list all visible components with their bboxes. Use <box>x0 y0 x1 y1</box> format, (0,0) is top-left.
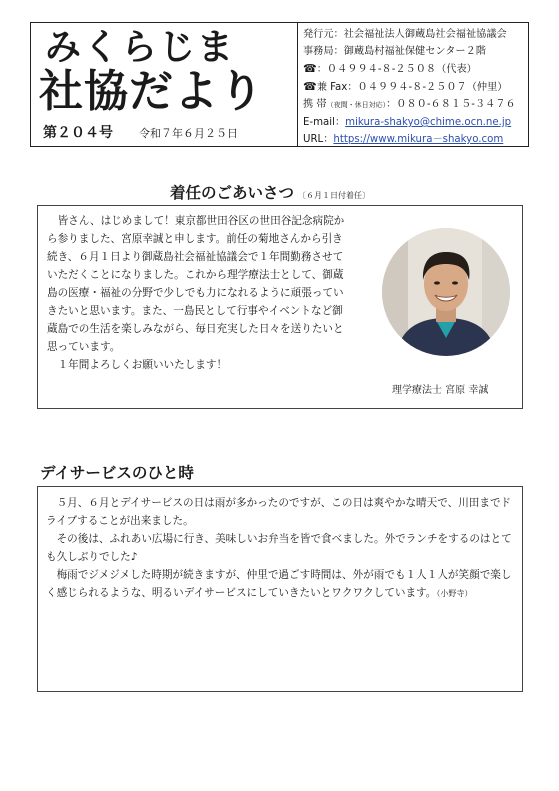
issue-number: 第２０４号 <box>43 125 113 141</box>
dayservice-author: （小野寺） <box>436 589 473 598</box>
greeting-body <box>47 212 347 374</box>
newsletter-title-line2: 社協だより <box>39 66 264 117</box>
phone-icon: ☎ <box>303 62 317 75</box>
masthead <box>30 22 529 147</box>
fax-number: ０４９９４-８-２５０７（仲里） <box>357 82 508 93</box>
greeting-title: 着任のごあいさつ <box>170 184 295 202</box>
dayservice-heading: デイサービスのひと時 <box>40 464 194 482</box>
greeting-subtitle: 〔６月１日付着任〕 <box>298 191 371 200</box>
masthead-title-block <box>31 23 297 146</box>
dayservice-paragraph: その後は、ふれあい広場に行き、美味しいお弁当を皆で食べました。外でランチをするのはとても久しぶりでした♪ <box>46 533 512 563</box>
publisher-label: 発行元： <box>303 29 344 40</box>
fax-label: 兼 Fax： <box>316 82 358 93</box>
mobile-number: ：０８０-６８１５-３４７６ <box>386 99 516 110</box>
dayservice-body <box>46 494 518 603</box>
url-label: URL： <box>303 134 334 145</box>
url-row <box>303 131 528 148</box>
staff-portrait-photo <box>382 228 510 356</box>
mobile-note: （夜間・休日対応） <box>326 101 387 109</box>
portrait-illustration <box>382 228 510 356</box>
greeting-paragraph: １年間よろしくお願いいたします！ <box>57 359 228 371</box>
publisher-row <box>303 26 528 43</box>
mobile-row <box>303 96 528 114</box>
fax-row <box>303 78 528 96</box>
tel-number: ：０４９９４-８-２５０８（代表） <box>316 64 477 75</box>
mobile-label: 携 帯 <box>303 99 327 110</box>
greeting-heading <box>170 181 370 203</box>
portrait-caption: 理学療法士 宮原 幸誠 <box>392 385 489 396</box>
greeting-paragraph: 皆さん、はじめまして！東京都世田谷区の世田谷記念病院から参りました、宮原幸誠と申します。前任の菊地さんから引き続き、６月１日より御蔵島社会福祉協議会で１年間勤務させていただくことになりました。これから理学療法士として、御蔵島の医療・福祉の分野で少しでも力になれるように頑張っていきたいと思います。また、一島民として行事やイベントなど御蔵島での生活を楽しみながら、毎日充実した日々を送りたいと思っています。 <box>47 215 345 353</box>
dayservice-paragraph-text: 梅雨でジメジメした時期が続きますが、仲里で過ごす時間は、外が雨でも１人１人が笑顔で楽しく感じられるような、明るいデイサービスにしていきたいとワクワクしています。 <box>46 569 512 599</box>
publisher-info <box>303 26 528 148</box>
issue-date: 令和７年６月２５日 <box>139 127 238 140</box>
phone-fax-icon: ☎ <box>303 80 317 93</box>
publisher-name: 社会福祉法人御蔵島社会福祉協議会 <box>343 29 507 40</box>
masthead-divider <box>297 23 298 146</box>
website-link[interactable]: https://www.mikura－shakyo.com <box>333 134 504 145</box>
email-link[interactable]: mikura-shakyo@chime.ocn.ne.jp <box>345 117 512 128</box>
office-row <box>303 43 528 60</box>
email-label: E-mail： <box>303 117 346 128</box>
email-row <box>303 114 528 131</box>
tel-row <box>303 60 528 78</box>
greeting-box <box>37 205 523 409</box>
dayservice-paragraph: ５月、６月とデイサービスの日は雨が多かったのですが、この日は爽やかな晴天で、川田までドライブすることが出来ました。 <box>46 497 511 527</box>
newsletter-title-line1: みくらじま <box>45 27 236 68</box>
office-address: 御蔵島村福祉保健センター２階 <box>343 46 486 57</box>
office-label: 事務局： <box>303 46 344 57</box>
dayservice-paragraph-last <box>46 566 518 603</box>
dayservice-box <box>37 486 523 692</box>
